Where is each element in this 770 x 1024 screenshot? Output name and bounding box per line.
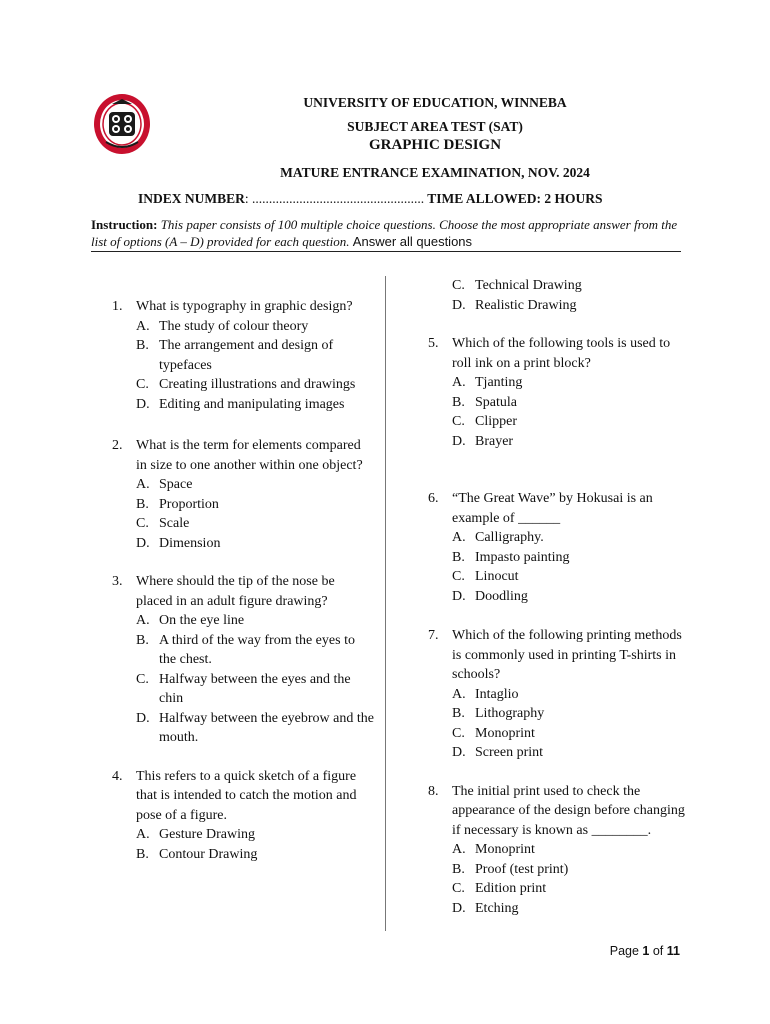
right-column [428,276,690,918]
option-a: A. Space [136,477,193,492]
option-c: C. Technical Drawing [452,278,582,293]
instruction-text: This paper consists of 100 multiple choice questions. Choose the most appropriate answer from the list of options (A – D) provided for each question. [91,217,678,249]
instruction-tail: Answer all questions [352,234,473,249]
question-number: 7. [428,628,439,643]
index-time-line [138,191,602,207]
option-a: A. Intaglio [452,686,519,702]
current-page: 1 [642,944,650,958]
question-text: Which of the following printing methods is commonly used in printing T-shirts in schools? [452,628,682,682]
question-4 [112,767,374,865]
instruction-label: Instruction: [91,217,158,232]
question-text: Where should the tip of the nose be placed in an adult figure drawing? [136,574,335,609]
question-8 [428,782,690,919]
index-number-label: INDEX NUMBER [138,191,245,206]
index-number-blank: : ................................................... [244,191,425,206]
total-pages: 11 [666,944,680,958]
option-d: D. Dimension [136,535,221,551]
university-name: UNIVERSITY OF EDUCATION, WINNEBA [303,95,567,110]
question-text: The initial print used to check the appearance of the design before changing if necessary is known as ________. [452,783,685,838]
option-a: A. Monoprint [452,842,535,857]
question-text: Which of the following tools is used to roll ink on a print block? [452,336,671,371]
question-6 [428,489,690,606]
question-number: 6. [428,491,439,506]
page-number: Page 1 of 11 [609,944,680,958]
option-c: C. Creating illustrations and drawings [136,377,356,392]
question-number: 4. [112,768,123,784]
question-5 [428,334,690,451]
option-c: C. Clipper [452,414,517,429]
option-c: C. Halfway between the eyes and the chin [136,671,351,706]
option-b: B. Lithography [452,706,545,721]
question-1 [112,297,374,414]
question-number: 1. [112,299,123,314]
option-c: C. Scale [136,516,190,531]
option-a: A. On the eye line [136,613,245,628]
option-d: D. Etching [452,900,519,916]
option-b: B. Contour Drawing [136,846,258,862]
option-c: C. Linocut [452,569,519,584]
time-allowed: TIME ALLOWED: 2 HOURS [427,191,603,206]
exam-title: MATURE ENTRANCE EXAMINATION, NOV. 2024 [280,165,590,180]
instruction [91,216,681,252]
option-d: D. Realistic Drawing [452,297,577,313]
question-3 [112,572,374,748]
question-number: 2. [112,438,123,453]
option-d: D. Screen print [452,745,544,760]
question-text: What is typography in graphic design? [136,299,353,314]
option-a: A. Calligraphy. [452,530,544,545]
question-4-continued [428,276,690,315]
option-a: A. Gesture Drawing [136,827,256,842]
option-b: B. The arrangement and design of typefaces [136,338,334,373]
option-b: B. Proportion [136,496,219,512]
option-d: D. Brayer [452,433,514,449]
question-number: 8. [428,783,439,799]
option-d: D. Editing and manipulating images [136,396,345,412]
question-number: 5. [428,336,439,351]
option-a: A. Tjanting [452,375,523,390]
question-2 [112,436,374,553]
option-c: C. Edition print [452,881,547,896]
question-7 [428,626,690,763]
option-b: B. Impasto painting [452,549,570,565]
option-b: B. A third of the way from the eyes to the chest. [136,632,355,667]
option-d: D. Halfway between the eyebrow and the mouth. [136,710,374,745]
option-c: C. Monoprint [452,725,535,741]
option-d: D. Doodling [452,588,528,604]
question-text: This refers to a quick sketch of a figure that is intended to catch the motion and pose of a figure. [136,768,357,823]
column-divider [385,276,386,931]
test-name: SUBJECT AREA TEST (SAT) [347,119,523,134]
question-text: What is the term for elements compared in size to one another within one object? [136,438,363,473]
option-b: B. Proof (test print) [452,861,569,877]
option-a: A. The study of colour theory [136,318,309,334]
question-number: 3. [112,574,123,589]
left-column [112,297,374,864]
question-text: “The Great Wave” by Hokusai is an example of ______ [452,491,653,526]
subject-title: GRAPHIC DESIGN [368,137,502,153]
option-b: B. Spatula [452,394,517,410]
